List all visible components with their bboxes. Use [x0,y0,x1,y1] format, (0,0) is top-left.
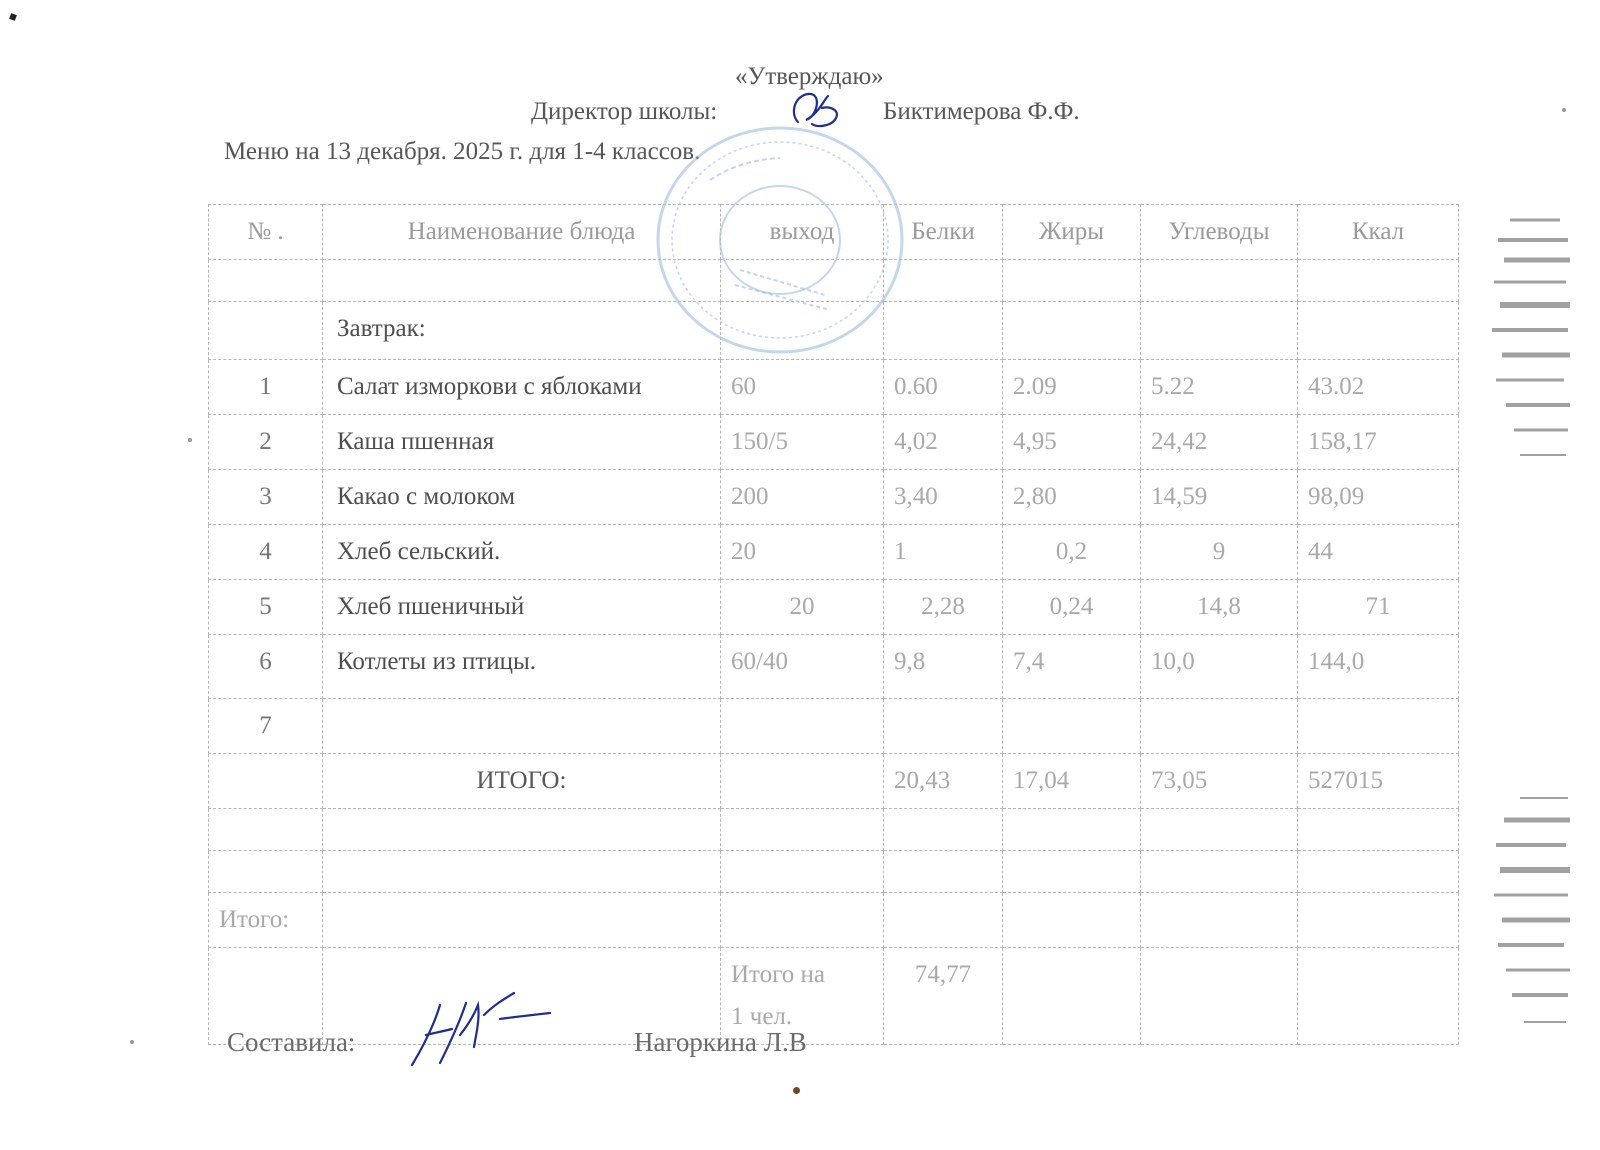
menu-table [208,204,1459,1045]
director-label: Директор школы: [531,98,718,125]
scan-artifact [1490,790,1570,1040]
table-row [209,525,1459,580]
scan-speck [793,1087,800,1094]
per-person-row [209,948,1459,1045]
dish-fat: 0,2 [1003,525,1141,580]
col-number-header: № . [209,205,323,260]
dish-name [323,699,721,754]
col-fat-header: Жиры [1003,205,1141,260]
dish-kcal: 43.02 [1298,360,1459,415]
subtotal-label: ИТОГО: [323,754,721,809]
table-row [209,635,1459,699]
composer-signature [404,985,554,1075]
empty-row [209,851,1459,893]
approval-heading: «Утверждаю» [735,63,884,90]
dish-carbs: 14,59 [1141,470,1298,525]
table-row [209,360,1459,415]
scan-artifact [1490,210,1570,470]
row-number: 2 [209,415,323,470]
dish-protein: 0.60 [884,360,1003,415]
dish-name: Каша пшенная [323,415,721,470]
scan-speck [130,1040,134,1044]
dish-portion: 150/5 [721,415,884,470]
col-dish-header: Наименование блюда [323,205,721,260]
dish-protein: 1 [884,525,1003,580]
row-number: 5 [209,580,323,635]
composer-name: Нагоркина Л.В [634,1027,807,1057]
dish-kcal: 44 [1298,525,1459,580]
dish-portion: 200 [721,470,884,525]
row-number: 1 [209,360,323,415]
scan-speck [1562,108,1566,112]
subtotal-carbs: 73,05 [1141,754,1298,809]
per-person-label-line2: 1 чел. [731,1003,793,1030]
dish-carbs: 5.22 [1141,360,1298,415]
dish-fat: 2.09 [1003,360,1141,415]
dish-protein: 3,40 [884,470,1003,525]
dish-carbs: 24,42 [1141,415,1298,470]
row-number: 7 [209,699,323,754]
dish-fat: 2,80 [1003,470,1141,525]
table-row [209,699,1459,754]
dish-name: Салат изморкови с яблоками [323,360,721,415]
dish-portion: 20 [721,525,884,580]
menu-title: Меню на 13 декабря. 2025 г. для 1-4 классов. [224,138,701,165]
dish-kcal: 144,0 [1298,635,1459,699]
dish-name: Котлеты из птицы. [323,635,721,699]
section-row [209,302,1459,360]
dish-carbs: 10,0 [1141,635,1298,699]
row-number: 3 [209,470,323,525]
dish-protein: 2,28 [884,580,1003,635]
dish-protein: 4,02 [884,415,1003,470]
col-carbs-header: Углеводы [1141,205,1298,260]
empty-row [209,260,1459,302]
subtotal-kcal: 527015 [1298,754,1459,809]
dish-portion: 20 [721,580,884,635]
per-person-label-line1: Итого на [731,961,826,988]
per-person-value: 74,77 [884,948,1003,1045]
table-row [209,415,1459,470]
section-label-breakfast: Завтрак: [323,302,721,360]
grand-total-row [209,893,1459,948]
dish-kcal: 158,17 [1298,415,1459,470]
col-portion-header: выход [721,205,884,260]
subtotal-protein: 20,43 [884,754,1003,809]
table-row [209,580,1459,635]
dish-carbs: 14,8 [1141,580,1298,635]
dish-fat: 4,95 [1003,415,1141,470]
empty-row [209,809,1459,851]
dish-fat: 7,4 [1003,635,1141,699]
col-kcal-header: Ккал [1298,205,1459,260]
scan-speck [188,438,192,442]
dish-kcal: 98,09 [1298,470,1459,525]
dish-portion: 60/40 [721,635,884,699]
director-signature [788,86,848,134]
dish-fat: 0,24 [1003,580,1141,635]
dish-name: Хлеб сельский. [323,525,721,580]
scan-corner-mark [9,13,17,21]
dish-carbs: 9 [1141,525,1298,580]
composed-by-label: Составила: [227,1027,356,1057]
subtotal-row [209,754,1459,809]
grand-total-label: Итого: [209,893,323,948]
director-name: Биктимерова Ф.Ф. [883,98,1080,125]
dish-protein: 9,8 [884,635,1003,699]
table-header-row [209,205,1459,260]
col-protein-header: Белки [884,205,1003,260]
dish-name: Какао с молоком [323,470,721,525]
dish-portion: 60 [721,360,884,415]
table-row [209,470,1459,525]
row-number: 6 [209,635,323,699]
subtotal-fat: 17,04 [1003,754,1141,809]
dish-kcal: 71 [1298,580,1459,635]
dish-name: Хлеб пшеничный [323,580,721,635]
row-number: 4 [209,525,323,580]
